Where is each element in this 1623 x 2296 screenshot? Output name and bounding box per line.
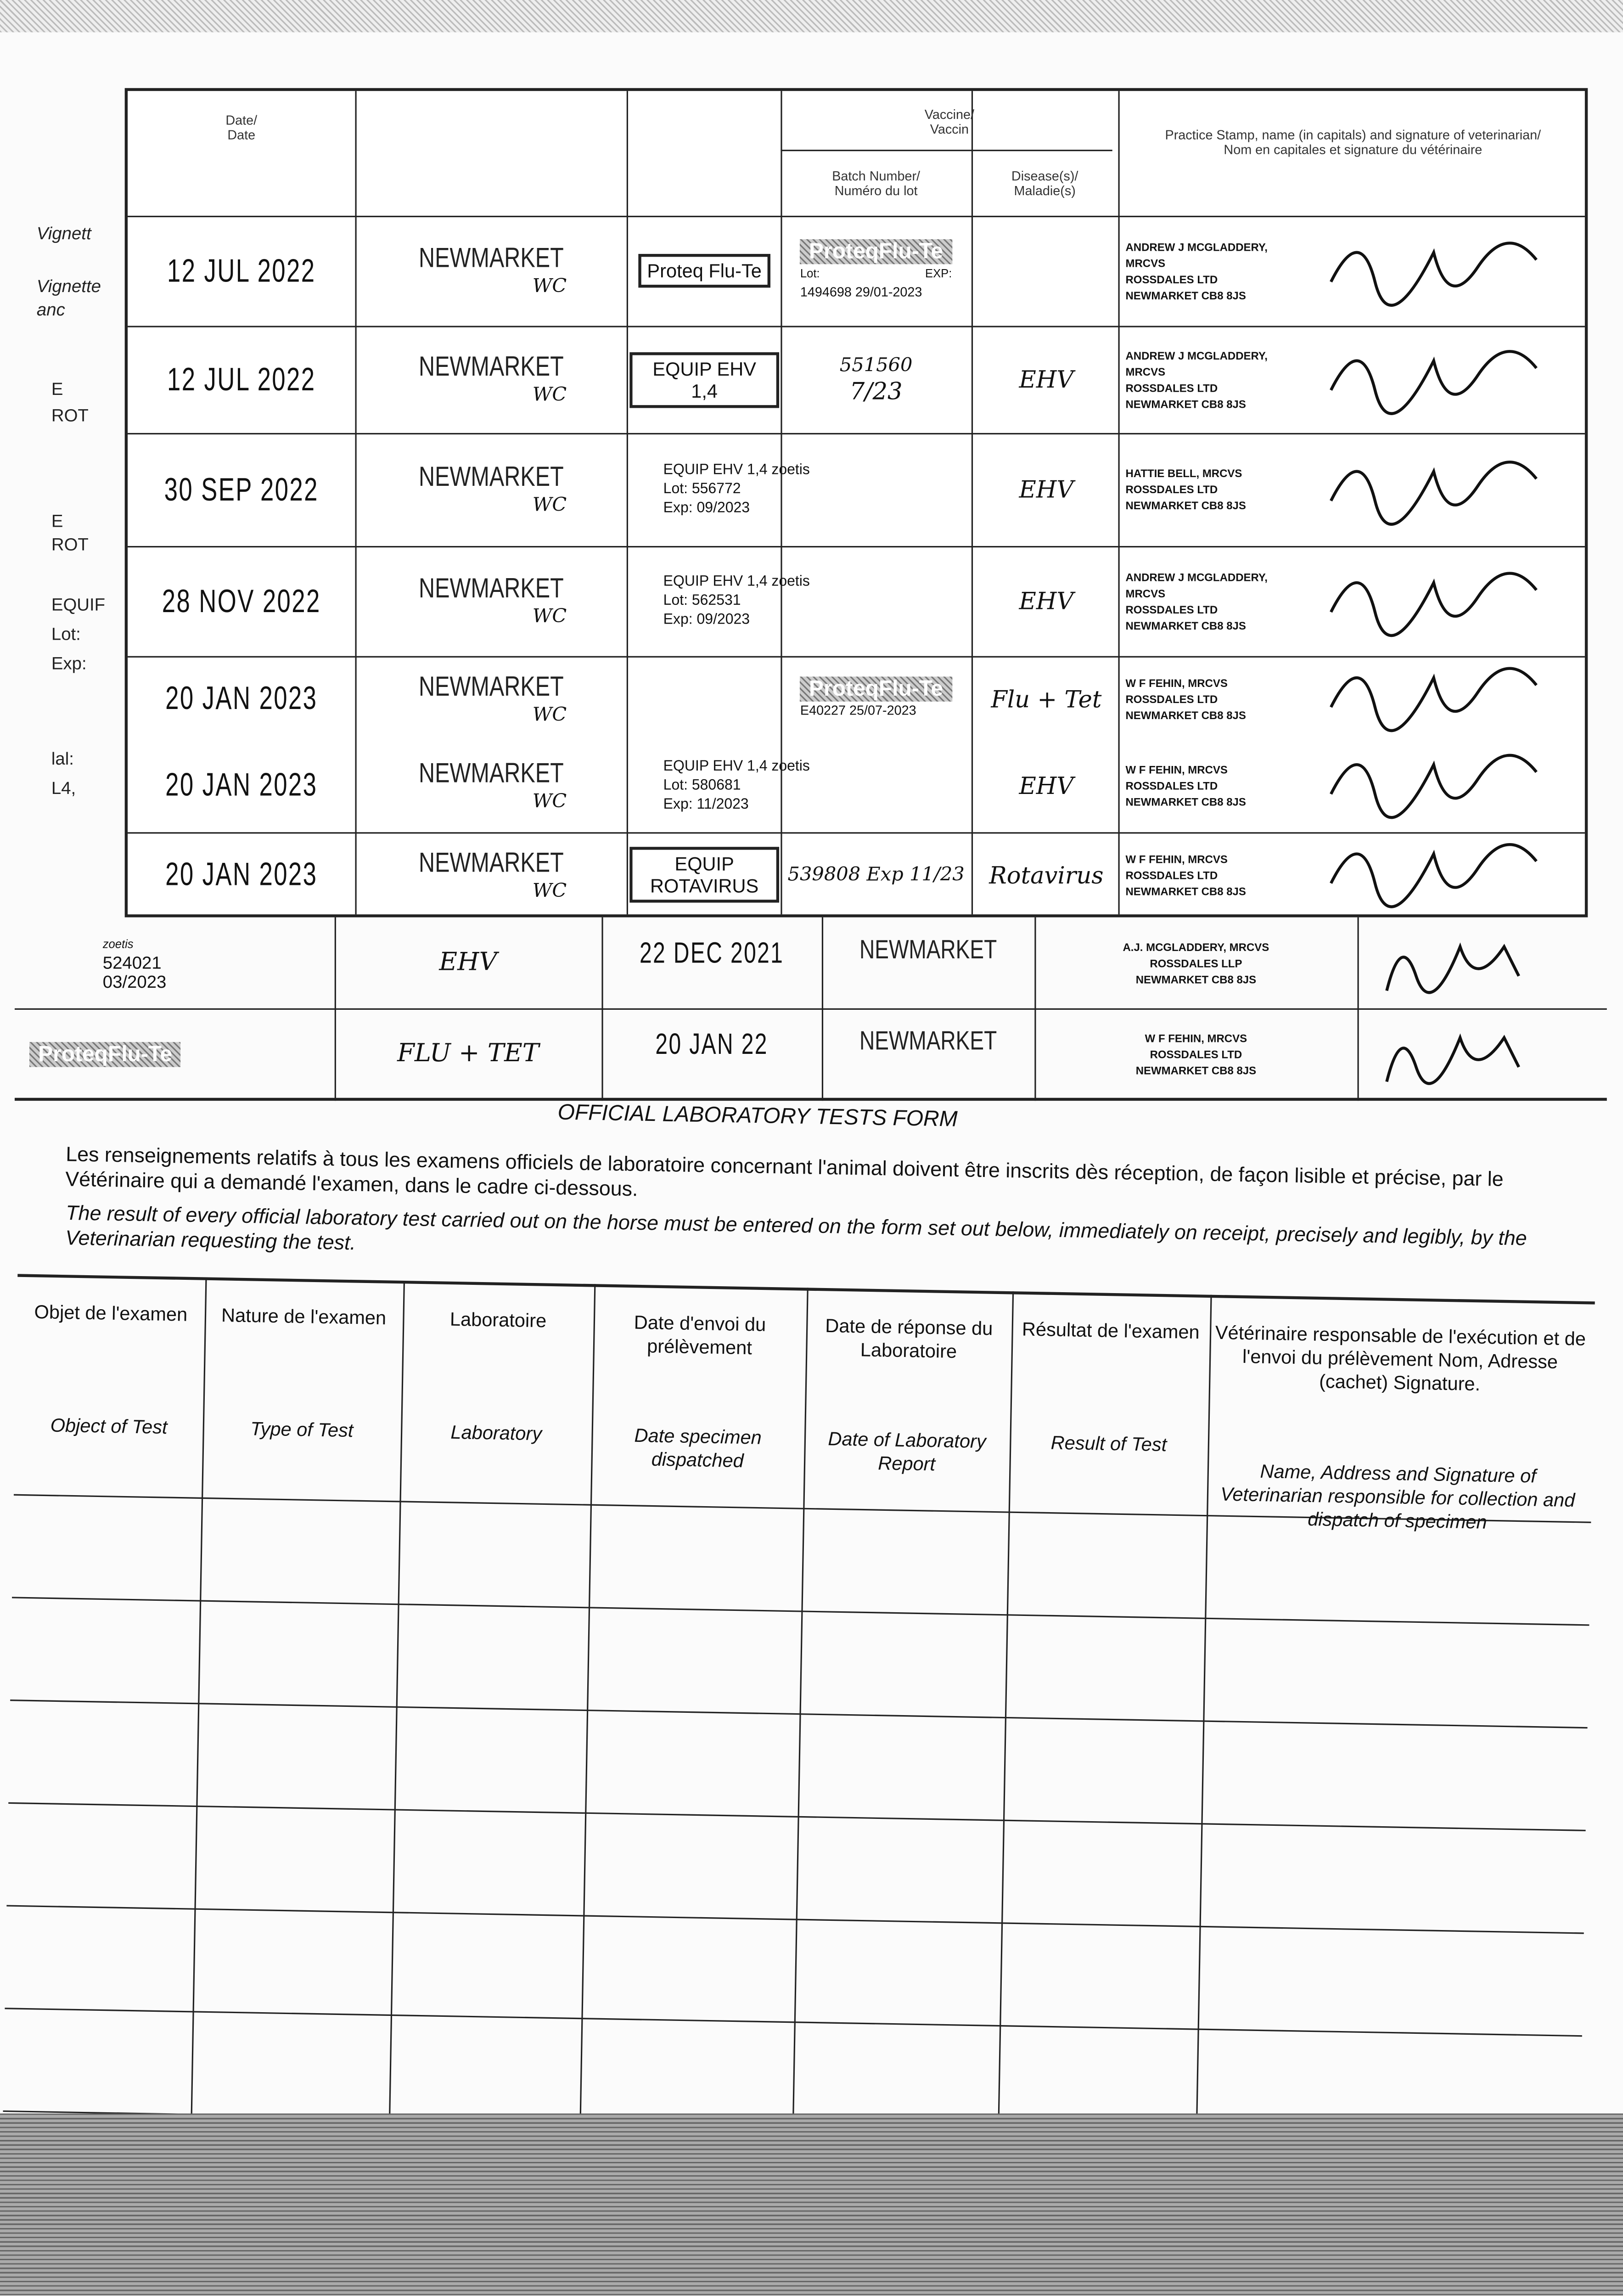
place-cell: [355, 433, 626, 546]
exp-label: EXP:: [925, 267, 952, 281]
vet-stamp-line: ROSSDALES LTD: [1125, 778, 1218, 792]
vet-stamp-line: W F FEHIN, MRCVS: [1145, 1031, 1247, 1045]
place-cell: [355, 216, 626, 326]
scan-edge: [0, 0, 1623, 32]
partial-text: Exp:: [51, 653, 87, 674]
place-stamp: NEWMARKET: [418, 758, 564, 789]
vaccine-label-sticker: [634, 741, 969, 829]
vet-stamp-line: ROSSDALES LTD: [1125, 272, 1218, 286]
vaccine-cell: [629, 832, 779, 917]
instructions-fr: Les renseignements relatifs à tous les examens officiels de laboratoire concernant l'animal doivent être inscrits dès réception, de façon lisible et précise, par le Vétérinaire qui a demandé l'examen, dans le cadre ci-dessous.: [65, 1142, 1504, 1200]
vet-stamp-line: ANDREW J MCGLADDERY, MRCVS: [1125, 349, 1268, 378]
vet-stamp-line: ANDREW J MCGLADDERY, MRCVS: [1125, 240, 1268, 270]
scan-bottom-edge: [0, 2114, 1623, 2296]
vet-initials: WC: [532, 495, 567, 517]
place-cell: [355, 546, 626, 656]
signature: [1316, 216, 1566, 326]
vet-stamp: [1125, 741, 1309, 829]
batch-cell: [784, 656, 969, 741]
disease-handwritten: Rotavirus: [989, 861, 1104, 889]
vet-stamp: [1034, 917, 1357, 1008]
disease-handwritten: EHV: [1019, 587, 1074, 615]
place-stamp: NEWMARKET: [418, 847, 564, 878]
proteq-sticker: [800, 676, 952, 720]
vaccine-label-sticker: [634, 433, 969, 546]
column-header-fr: Objet de l'examen: [34, 1300, 188, 1326]
column-divider: [1118, 91, 1120, 914]
vet-stamp-line: ANDREW J MCGLADDERY, MRCVS: [1125, 570, 1268, 600]
expiry: 03/2023: [102, 971, 167, 992]
vaccination-date: 20 JAN 2023: [165, 679, 318, 716]
column-divider: [1196, 1295, 1212, 2134]
partial-text: E: [51, 378, 63, 400]
column-header-en: Date specimen dispatched: [634, 1424, 762, 1472]
place-stamp: NEWMARKET: [859, 1026, 997, 1056]
signature: [1365, 1008, 1599, 1099]
partial-text: anc: [36, 299, 65, 320]
vet-initials: WC: [532, 384, 567, 407]
lab-tests-table: [3, 1274, 1595, 2141]
sticker-brand: ProteqFlu-Te: [800, 676, 952, 701]
partial-text: lal:: [51, 748, 74, 769]
batch-number: E40227 25/07-2023: [800, 703, 916, 718]
batch-number: 524021: [102, 951, 162, 973]
place-cell: [355, 741, 626, 829]
header-divider: [781, 150, 1112, 151]
vet-stamp-line: ROSSDALES LTD: [1150, 1047, 1242, 1061]
column-header-en: Type of Test: [250, 1417, 354, 1441]
vet-stamp-line: ROSSDALES LTD: [1125, 483, 1218, 496]
vaccine-name: EQUIP EHV 1,4 zoetis: [663, 758, 810, 774]
vet-stamp: [1125, 832, 1309, 917]
vaccine-name-stamp: EQUIP EHV 1,4: [629, 351, 779, 407]
column-header-en: Object of Test: [50, 1414, 168, 1438]
vaccination-date: 22 DEC 2021: [640, 937, 784, 970]
sticker-brand: ProteqFlu-Te: [29, 1041, 181, 1066]
proteq-sticker: [800, 239, 952, 302]
vaccine-cell: [629, 326, 779, 433]
vet-stamp-line: ROSSDALES LLP: [1150, 956, 1242, 970]
signature: [1365, 917, 1599, 1008]
vet-stamp-line: NEWMARKET CB8 8JS: [1125, 884, 1246, 898]
place-cell: [355, 326, 626, 433]
disease-handwritten: EHV: [1019, 365, 1074, 394]
column-header-en: Name, Address and Signature of Veterinarian responsible for collection and dispatch of specimen: [1220, 1460, 1575, 1533]
column-divider: [972, 91, 973, 914]
batch-cell: [784, 216, 969, 326]
column-header-fr: Laboratoire: [449, 1308, 547, 1332]
vet-stamp-line: ROSSDALES LTD: [1125, 381, 1218, 394]
vet-stamp-line: A.J. MCGLADDERY, MRCVS: [1123, 940, 1269, 953]
vaccine-name-stamp: Proteq Flu-Te: [638, 254, 770, 288]
signature: [1316, 433, 1566, 546]
column-divider: [579, 1284, 595, 2123]
header-disease: Disease(s)/ Maladie(s): [1011, 169, 1078, 198]
vet-stamp-line: NEWMARKET CB8 8JS: [1125, 397, 1246, 411]
vaccine-name: EQUIP EHV 1,4 zoetis: [663, 462, 810, 478]
vet-stamp: [1125, 433, 1309, 546]
place-stamp: NEWMARKET: [418, 574, 564, 605]
place-stamp: NEWMARKET: [418, 352, 564, 383]
vaccine-sticker: [103, 923, 323, 1002]
older-vaccination-table: [15, 917, 1607, 1101]
vet-initials: WC: [532, 790, 567, 813]
vet-stamp-line: NEWMARKET CB8 8JS: [1135, 1063, 1257, 1077]
expiry: Exp: 09/2023: [663, 612, 750, 628]
vet-stamp-line: W F FEHIN, MRCVS: [1125, 675, 1228, 689]
vet-stamp: [1125, 546, 1309, 656]
vet-stamp-line: NEWMARKET CB8 8JS: [1125, 794, 1246, 808]
place-stamp: NEWMARKET: [418, 462, 564, 493]
column-header-en: Date of Laboratory Report: [828, 1427, 987, 1475]
signature: [1316, 832, 1566, 917]
vaccine-name-stamp: EQUIP ROTAVIRUS: [629, 847, 779, 902]
column-divider: [792, 1288, 809, 2127]
partial-text: ROT: [51, 405, 89, 426]
partial-text: Vignette: [36, 276, 101, 297]
disease-handwritten: FLU + TET: [397, 1039, 539, 1069]
column-header-fr: Résultat de l'examen: [1022, 1318, 1200, 1343]
signature: [1316, 326, 1566, 433]
batch-cell: [784, 832, 969, 917]
vaccine-name: EQUIP EHV 1,4 zoetis: [663, 574, 810, 590]
column-divider: [627, 91, 628, 914]
partial-text: ROT: [51, 534, 89, 555]
expiry: Exp: 09/2023: [663, 500, 750, 517]
row-divider: [6, 1905, 1584, 1934]
vet-initials: WC: [532, 276, 567, 298]
column-header-en: Result of Test: [1050, 1431, 1167, 1456]
vet-stamp-line: NEWMARKET CB8 8JS: [1125, 288, 1246, 302]
disease-handwritten: EHV: [1019, 475, 1074, 504]
vet-stamp-line: ROSSDALES LTD: [1125, 868, 1218, 882]
vaccination-date: 12 JUL 2022: [167, 252, 316, 289]
batch-cell: [784, 326, 969, 433]
place-cell: [355, 656, 626, 741]
place-stamp: NEWMARKET: [859, 934, 997, 964]
header-stamp: Practice Stamp, name (in capitals) and signature of veterinarian/ Nom en capitales et signature du vétérinaire: [1165, 128, 1541, 157]
disease-handwritten: Flu + Tet: [991, 685, 1102, 713]
vet-stamp-line: NEWMARKET CB8 8JS: [1125, 708, 1246, 721]
disease-handwritten: EHV: [439, 948, 497, 978]
batch-number: 551560: [839, 354, 913, 377]
vet-stamp-line: W F FEHIN, MRCVS: [1125, 852, 1228, 866]
header-batch: Batch Number/ Numéro du lot: [832, 169, 921, 198]
sticker-brand: zoetis: [102, 937, 134, 951]
column-divider: [389, 1281, 405, 2120]
sticker-labels: [800, 264, 952, 283]
vaccination-date: 20 JAN 22: [655, 1028, 768, 1061]
column-divider: [191, 1277, 207, 2116]
disease-handwritten: [974, 216, 1118, 326]
batch-number: 539808 Exp 11/23: [787, 863, 965, 886]
partial-text: E: [51, 511, 63, 532]
partial-text: Lot:: [51, 624, 81, 645]
instructions-en: The result of every official laboratory test carried out on the horse must be entered on the form set out below, immediately on receipt, precisely and legibly, by the Veterinarian requesting the test.: [65, 1200, 1528, 1254]
vet-stamp: [1125, 656, 1309, 741]
column-header-fr: Vétérinaire responsable de l'exécution et de l'envoi du prélèvement Nom, Adresse (cachet) Signature.: [1215, 1321, 1586, 1395]
column-header-fr: Date de réponse du Laboratoire: [825, 1314, 993, 1362]
row-divider: [5, 2008, 1582, 2037]
place-stamp: NEWMARKET: [418, 671, 564, 703]
disease-handwritten: EHV: [1019, 771, 1074, 799]
vet-initials: WC: [532, 880, 567, 902]
vet-initials: WC: [532, 606, 567, 628]
vet-stamp: [1034, 1008, 1357, 1099]
signature: [1316, 546, 1566, 656]
partial-text: EQUIF: [51, 594, 106, 615]
expiry: Exp: 11/2023: [663, 796, 749, 813]
vaccine-cell: [629, 216, 779, 326]
partial-text: L4,: [51, 777, 76, 799]
vaccination-record-card: [125, 88, 1588, 917]
vaccine-label-sticker: [634, 546, 969, 656]
vet-stamp-line: NEWMARKET CB8 8JS: [1125, 619, 1246, 632]
column-header-en: Laboratory: [450, 1421, 542, 1445]
vet-stamp: [1125, 326, 1309, 433]
vet-stamp-line: W F FEHIN, MRCVS: [1125, 762, 1228, 776]
lab-form-title: OFFICIAL LABORATORY TESTS FORM: [557, 1100, 958, 1132]
vet-stamp-line: ROSSDALES LTD: [1125, 602, 1218, 616]
vaccination-date: 20 JAN 2023: [165, 766, 318, 803]
sticker-brand: ProteqFlu-Te: [800, 239, 952, 264]
vaccination-date: 12 JUL 2022: [167, 360, 316, 397]
expiry: 7/23: [849, 376, 903, 405]
vet-stamp: [1125, 216, 1309, 326]
column-header-fr: Date d'envoi du prélèvement: [634, 1311, 766, 1359]
table-top: [17, 1274, 1595, 1304]
place-stamp: NEWMARKET: [418, 243, 564, 275]
lot-label: Lot:: [800, 267, 820, 281]
column-header-fr: Nature de l'examen: [221, 1304, 387, 1329]
signature: [1316, 741, 1566, 829]
vet-stamp-line: ROSSDALES LTD: [1125, 692, 1218, 705]
row-divider: [8, 1802, 1585, 1831]
vaccination-date: 20 JAN 2023: [165, 855, 318, 893]
header-vaccine: Vaccine/ Vaccin: [924, 106, 975, 136]
lot-number: Lot: 562531: [663, 593, 741, 609]
vaccination-date: 28 NOV 2022: [162, 582, 321, 619]
vet-stamp-line: NEWMARKET CB8 8JS: [1125, 499, 1246, 512]
vet-initials: WC: [532, 703, 567, 726]
vaccine-sticker: [29, 1014, 323, 1094]
batch-number: 1494698 29/01-2023: [800, 285, 922, 300]
lot-number: Lot: 556772: [663, 481, 741, 498]
signature: [1316, 656, 1566, 741]
column-divider: [998, 1291, 1014, 2131]
place-cell: [355, 832, 626, 917]
row-divider: [10, 1699, 1587, 1728]
vet-stamp-line: NEWMARKET CB8 8JS: [1135, 972, 1257, 986]
partial-text: Vignett: [36, 223, 91, 244]
row-divider: [12, 1597, 1589, 1626]
lot-number: Lot: 580681: [663, 777, 741, 793]
vet-stamp-line: HATTIE BELL, MRCVS: [1125, 467, 1242, 480]
vaccination-date: 30 SEP 2022: [164, 470, 319, 507]
header-date: Date/ Date: [225, 113, 258, 143]
